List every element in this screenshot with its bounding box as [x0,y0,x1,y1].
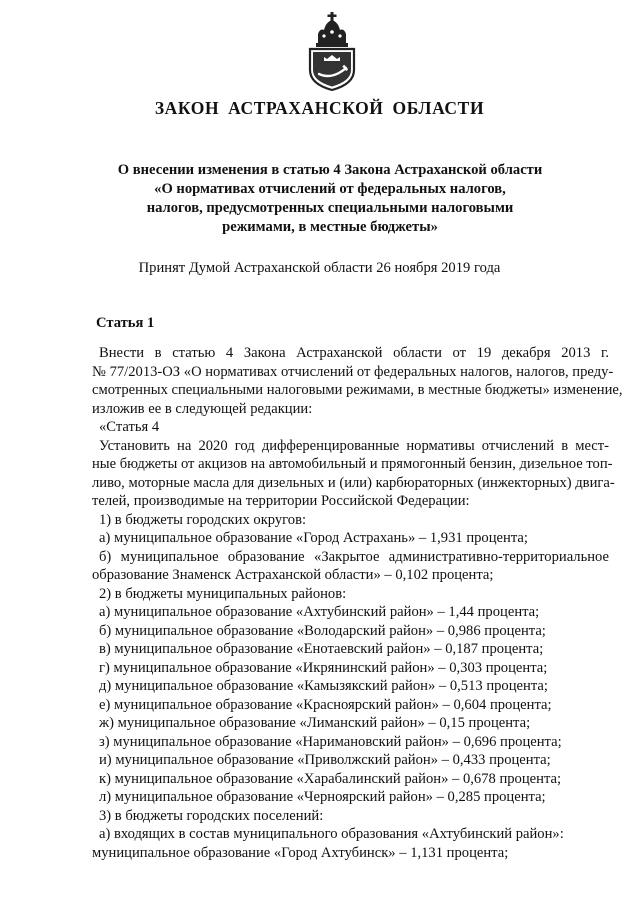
list-item: г) муниципальное образование «Икрянинский район» – 0,303 процента; [99,659,548,676]
body-line: образование Знаменск Астраханской области» – 0,102 процента; [92,567,494,583]
law-title: ЗАКОН АСТРАХАНСКОЙ ОБЛАСТИ [154,98,485,118]
body-line: муниципальное образование «Город Ахтубинск» – 1,131 процента; [92,844,509,861]
subtitle-line: О внесении изменения в статью 4 Закона Астраханской области [117,162,543,178]
list-item: е) муниципальное образование «Красноярский район» – 0,604 процента; [99,696,552,713]
article-heading: Статья 1 [96,315,155,331]
body-line: ные бюджеты от акцизов на автомобильный и прямогонный бензин, дизельное топ- [92,456,613,472]
law-subtitle [100,161,560,237]
list-item: а) муниципальное образование «Ахтубинский район» – 1,44 процента; [99,604,540,620]
list-item: л) муниципальное образование «Черноярский район» – 0,285 процента; [99,789,546,805]
subtitle-line: налогов, предусмотренных специальными налоговыми [146,200,514,216]
list-item: д) муниципальное образование «Камызякский район» – 0,513 процента; [99,678,548,694]
body-line: изложив ее в следующей редакции: [92,400,313,417]
body-line: Установить на 2020 год дифференцированные нормативы отчислений в мест- [99,437,609,454]
body-line: смотренных специальными налоговыми режимами, в местные бюджеты» изменение, [92,382,623,398]
body-line: ливо, моторные масла для дизельных и (или) карбюраторных (инжекторных) двига- [92,474,615,491]
list-item: 1) в бюджеты городских округов: [99,511,307,528]
subtitle-line: режимами, в местные бюджеты» [222,219,438,235]
list-item: к) муниципальное образование «Харабалинский район» – 0,678 процента; [99,770,562,787]
list-item: а) входящих в состав муниципального образования «Ахтубинский район»: [99,826,564,842]
list-item: а) муниципальное образование «Город Астрахань» – 1,931 процента; [99,530,528,546]
subtitle-line: «О нормативах отчислений от федеральных налогов, [154,181,506,197]
article-body [92,344,623,862]
coat-of-arms-icon [304,10,360,92]
body-line: Внести в статью 4 Закона Астраханской области от 19 декабря 2013 г. [99,345,609,361]
list-item: б) муниципальное образование «Закрытое административно-территориальное [99,548,609,565]
list-item: 2) в бюджеты муниципальных районов: [99,585,347,602]
body-line: «Статья 4 [99,419,160,435]
adoption-note: Принят Думой Астраханской области 26 ноября 2019 года [138,260,501,276]
body-line: № 77/2013-ОЗ «О нормативах отчислений от федеральных налогов, налогов, преду- [92,363,614,380]
list-item: з) муниципальное образование «Наримановский район» – 0,696 процента; [99,733,562,750]
list-item: и) муниципальное образование «Приволжский район» – 0,433 процента; [99,752,551,768]
list-item: б) муниципальное образование «Володарский район» – 0,986 процента; [99,622,546,639]
body-line: телей, производимые на территории Российской Федерации: [92,493,470,509]
list-item: ж) муниципальное образование «Лиманский район» – 0,15 процента; [99,715,531,731]
list-item: в) муниципальное образование «Енотаевский район» – 0,187 процента; [99,641,544,657]
list-item: 3) в бюджеты городских поселений: [99,807,324,824]
